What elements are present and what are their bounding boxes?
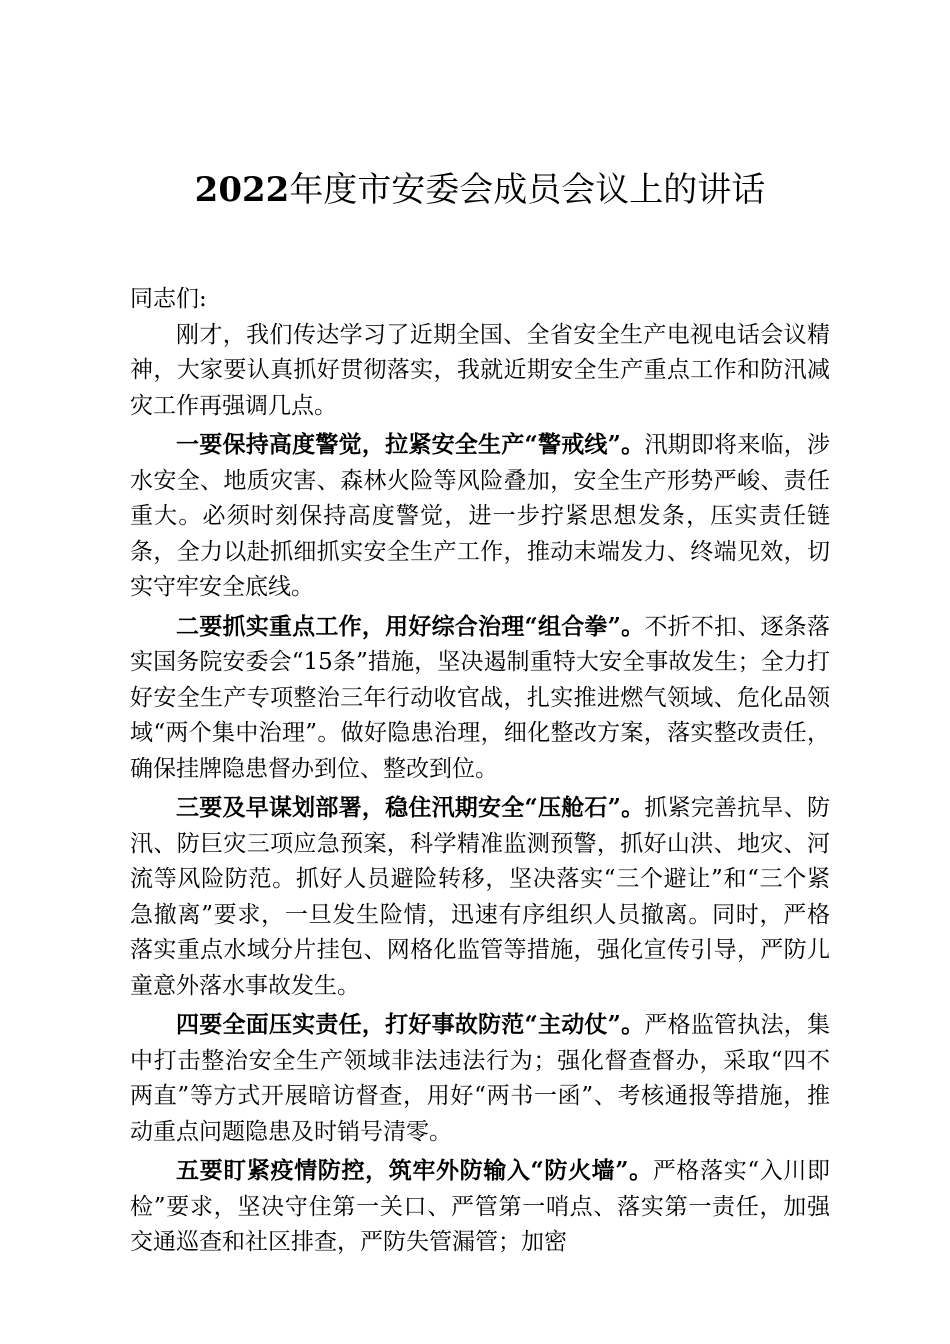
paragraph-point-5 (130, 1153, 830, 1261)
point-1-heading: 一要保持高度警觉，拉紧安全生产“警戒线”。 (176, 431, 645, 458)
point-3-text: 抓紧完善抗旱、防汛、防巨灾三项应急预案，科学精准监测预警，抓好山洪、地灾、河流等风险防范。抓好人员避险转移，坚决落实“三个避让”和“三个紧急撤离”要求，一旦发生险情，迅速有序组织人员撤离。同时，严格落实重点水域分片挂包、网格化监管等措施，强化宣传引导，严防儿童意外落水事故发生。 (130, 795, 830, 999)
paragraph-point-2 (130, 609, 830, 788)
point-3-heading: 三要及早谋划部署，稳住汛期安全“压舱石”。 (176, 794, 645, 821)
title-text: 年度市安委会成员会议上的讲话 (289, 170, 766, 210)
point-1-text: 汛期即将来临，涉水安全、地质灾害、森林火险等风险叠加，安全生产形势严峻、责任重大。必须时刻保持高度警觉，进一步拧紧思想发条，压实责任链条，全力以赴抓细抓实安全生产工作，推动末端发力、终端见效，切实守牢安全底线。 (130, 432, 830, 600)
document-body (130, 282, 830, 1261)
page-title (130, 168, 830, 212)
point-5-text: 严格落实“入川即检”要求，坚决守住第一关口、严管第一哨点、落实第一责任，加强交通巡查和社区排查，严防失管漏管；加密 (130, 1158, 830, 1255)
title-year: 2022 (194, 170, 290, 210)
intro-paragraph: 刚才，我们传达学习了近期全国、全省安全生产电视电话会议精神，大家要认真抓好贯彻落实，我就近期安全生产重点工作和防汛减灾工作再强调几点。 (130, 321, 830, 419)
point-4-text: 严格监管执法，集中打击整治安全生产领域非法违法行为；强化督查督办，采取“四不两直”等方式开展暗访督查，用好“两书一函”、考核通报等措施，推动重点问题隐患及时销号清零。 (130, 1012, 830, 1145)
point-5-heading: 五要盯紧疫情防控，筑牢外防输入“防火墙”。 (176, 1157, 653, 1184)
salutation: 同志们: (130, 286, 207, 312)
point-4-heading: 四要全面压实责任，打好事故防范“主动仗”。 (176, 1011, 645, 1038)
paragraph-point-4 (130, 1007, 830, 1150)
point-2-text: 不折不扣、逐条落实国务院安委会“15条”措施，坚决遏制重特大安全事故发生；全力打好安全生产专项整治三年行动收官战，扎实推进燃气领域、危化品领域“两个集中治理”。做好隐患治理，细化整改方案，落实整改责任，确保挂牌隐患督办到位、整改到位。 (130, 613, 830, 782)
paragraph-point-1 (130, 427, 830, 606)
point-2-heading: 二要抓实重点工作，用好综合治理“组合拳”。 (176, 612, 645, 640)
paragraph-point-3 (130, 790, 830, 1004)
